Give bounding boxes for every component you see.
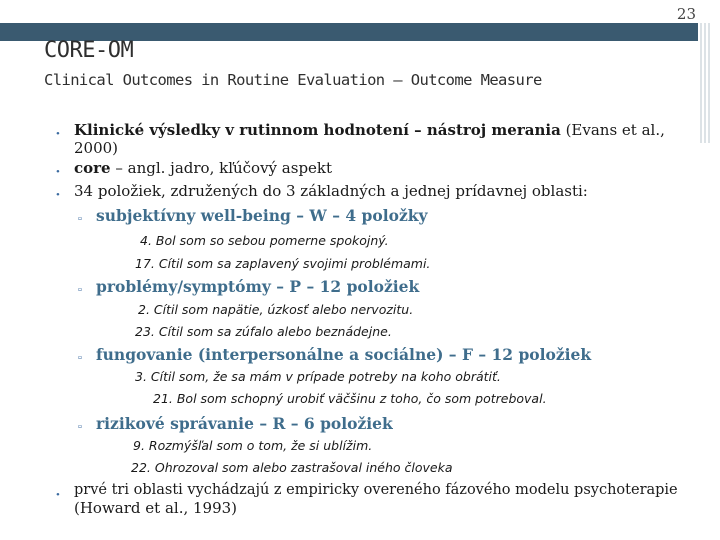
domain-r-label: rizikové správanie – R – 6 položiek — [96, 414, 393, 433]
decorative-side-lines — [698, 23, 712, 143]
domain-p-label: problémy/symptómy – P – 12 položiek — [96, 277, 420, 296]
bullet-marker: • — [56, 189, 60, 201]
domain-r-item-1: 9. Rozmýšľal som o tom, že si ublížim. — [133, 438, 373, 453]
bullet-1-rest: (Evans et al., — [560, 121, 665, 139]
domain-f-label: fungovanie (interpersonálne a sociálne) – F – 12 položiek — [96, 345, 592, 364]
domain-f-item-2: 21. Bol som schopný urobiť väčšinu z toho, čo som potreboval. — [153, 391, 547, 406]
slide-title: CORE-OM — [44, 38, 134, 63]
bullet-1-line2: 2000) — [74, 139, 119, 157]
bullet-1-line1 — [74, 121, 665, 139]
slide-subtitle: Clinical Outcomes in Routine Evaluation – Outcome Measure — [44, 71, 542, 89]
bullet-2 — [74, 159, 332, 177]
bullet-marker: • — [56, 128, 60, 140]
domain-p-item-1: 2. Cítil som napätie, úzkosť alebo nervozitu. — [138, 302, 414, 317]
final-bullet-line1: prvé tri oblasti vychádzajú z empiricky overeného fázového modelu psychoterapie — [74, 482, 678, 498]
bullet-marker: • — [56, 166, 60, 178]
square-bullet-icon: ▫ — [78, 213, 82, 225]
square-bullet-icon: ▫ — [78, 421, 82, 433]
square-bullet-icon: ▫ — [78, 352, 82, 364]
domain-w-label: subjektívny well-being – W – 4 položky — [96, 206, 428, 225]
domain-w-item-1: 4. Bol som so sebou pomerne spokojný. — [140, 233, 389, 248]
bullet-1-bold: Klinické výsledky v rutinnom hodnotení – nástroj merania — [74, 121, 561, 139]
final-bullet-line2: (Howard et al., 1993) — [74, 499, 238, 517]
bullet-marker: • — [56, 489, 60, 501]
domain-f-item-1: 3. Cítil som, že sa mám v prípade potreby na koho obrátiť. — [135, 369, 501, 384]
square-bullet-icon: ▫ — [78, 284, 82, 296]
domain-w-item-2: 17. Cítil som sa zaplavený svojimi problémami. — [135, 256, 431, 271]
domain-p-item-2: 23. Cítil som sa zúfalo alebo beznádejne. — [135, 324, 392, 339]
bullet-2-rest: – angl. jadro, kľúčový aspekt — [110, 159, 333, 177]
bullet-2-bold: core — [74, 159, 111, 177]
page-number: 23 — [676, 5, 696, 23]
domain-r-item-2: 22. Ohrozoval som alebo zastrašoval iného človeka — [131, 460, 453, 475]
bullet-3: 34 položiek, združených do 3 základných a jednej prídavnej oblasti: — [74, 182, 588, 200]
